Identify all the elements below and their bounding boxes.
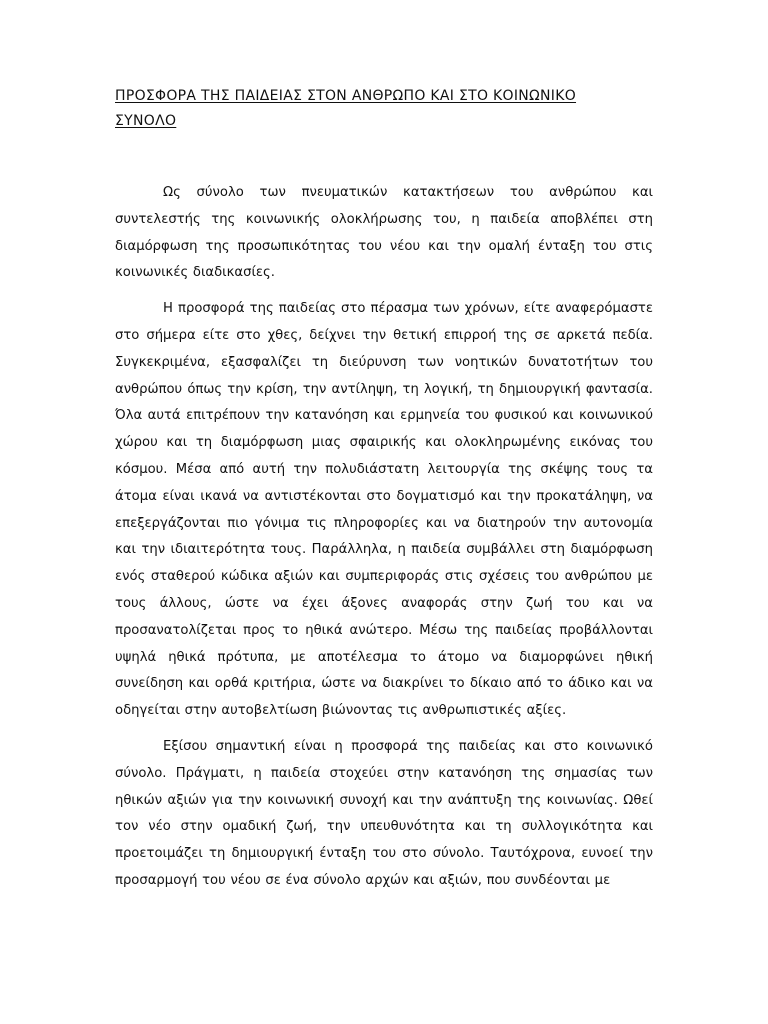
title-line-2: ΣΥΝΟΛΟ [115,113,177,129]
paragraph-intro: Ως σύνολο των πνευματικών κατακτήσεων του ανθρώπου και συντελεστής της κοινωνικής ολοκλήρωσης του, η παιδεία αποβλέπει στη διαμόρφωση της προσωπικότητας του νέου και την ομαλή ένταξη του στις κοινωνικές διαδικασίες. [115,185,653,281]
document-title [115,84,653,134]
document-page [115,84,653,904]
title-line-1: ΠΡΟΣΦΟΡΑ ΤΗΣ ΠΑΙΔΕΙΑΣ ΣΤΟΝ ΑΝΘΡΩΠΟ ΚΑΙ ΣΤΟ ΚΟΙΝΩΝΙΚΟ [115,88,577,104]
paragraph-society: Εξίσου σημαντική είναι η προσφορά της παιδείας και στο κοινωνικό σύνολο. Πράγματι, η παιδεία στοχεύει στην κατανόηση της σημασίας των ηθικών αξιών για την κοινωνική συνοχή και την ανάπτυξη της κοινωνίας. Ωθεί τον νέο στην ομαδική ζωή, την υπευθυνότητα και τη συλλογικότητα και προετοιμάζει τη δημιουργική ένταξη του στο σύνολο. Ταυτόχρονα, ευνοεί την προσαρμογή του νέου σε ένα σύνολο αρχών και αξιών, που συνδέονται με [115,738,653,888]
paragraph-individual: Η προσφορά της παιδείας στο πέρασμα των χρόνων, είτε αναφερόμαστε στο σήμερα είτε στο χθες, δείχνει την θετική επιρροή της σε αρκετά πεδία. Συγκεκριμένα, εξασφαλίζει τη διεύρυνση των νοητικών δυνατοτήτων του ανθρώπου όπως την κρίση, την αντίληψη, τη λογική, τη δημιουργική φαντασία. Όλα αυτά επιτρέπουν την κατανόηση και ερμηνεία του φυσικού και κοινωνικού χώρου και τη διαμόρφωση μιας σφαιρικής και ολοκληρωμένης εικόνας του κόσμου. Μέσα από αυτή την πολυδιάστατη λειτουργία της σκέψης τους τα άτομα είναι ικανά να αντιστέκονται στο δογματισμό και την προκατάληψη, να επεξεργάζονται πιο γόνιμα τις πληροφορίες και να διατηρούν την αυτονομία και την ιδιαιτερότητα τους. Παράλληλα, η παιδεία συμβάλλει στη διαμόρφωση ενός σταθερού κώδικα αξιών και συμπεριφοράς στις σχέσεις του ανθρώπου με τους άλλους, ώστε να έχει άξονες αναφοράς στην ζωή του και να προσανατολίζεται προς το ηθικά ανώτερο. Μέσω της παιδείας προβάλλονται υψηλά ηθικά πρότυπα, με αποτέλεσμα το άτομο να διαμορφώνει ηθική συνείδηση και ορθά κριτήρια, ώστε να διακρίνει το δίκαιο από το άδικο και να οδηγείται στην αυτοβελτίωση βιώνοντας τις ανθρωπιστικές αξίες. [115,301,653,719]
document-body [115,180,653,895]
